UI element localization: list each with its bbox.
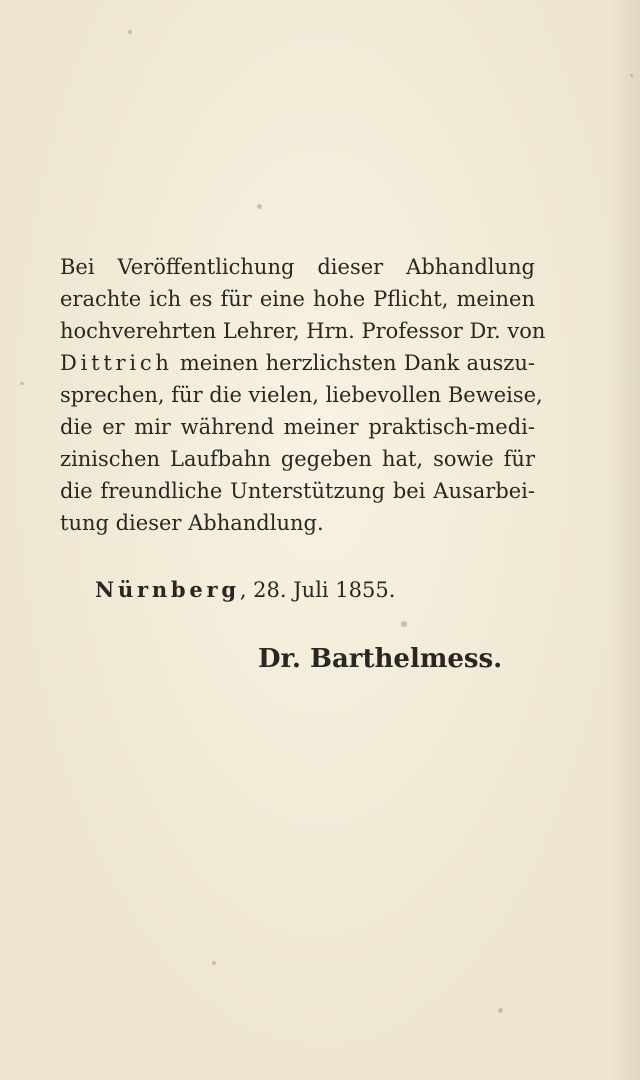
paper-speck	[212, 961, 216, 965]
dateline-place: Nürnberg	[95, 577, 240, 602]
dedication-line: die er mir während meiner praktisch-medi-	[60, 415, 535, 439]
dedication-line: hochverehrten Lehrer, Hrn. Professor Dr. von	[60, 319, 546, 343]
teacher-name: Dittrich	[60, 351, 173, 375]
dedication-line	[60, 347, 535, 379]
signature: Dr. Barthelmess.	[258, 644, 503, 674]
dedication-line: tung dieser Abhandlung.	[60, 511, 324, 535]
dedication-line: die freundliche Unterstützung bei Ausarbei-	[60, 479, 535, 503]
dedication-line-rest: meinen herzlichsten Dank auszu-	[179, 351, 535, 375]
dedication-line: Bei Veröffentlichung dieser Abhandlung	[60, 255, 535, 279]
paper-speck	[257, 204, 262, 209]
dedication-line: zinischen Laufbahn gegeben hat, sowie für	[60, 447, 535, 471]
paper-speck	[401, 621, 407, 627]
paper-speck	[630, 74, 633, 77]
paper-speck	[20, 382, 24, 385]
dateline-date: , 28. Juli 1855.	[239, 578, 396, 602]
dedication-line: sprechen, für die vielen, liebevollen Beweise,	[60, 383, 543, 407]
paper-speck	[498, 1008, 503, 1013]
paper-speck	[128, 30, 132, 34]
dateline	[95, 574, 395, 606]
dedication-line: erachte ich es für eine hohe Pflicht, meinen	[60, 287, 535, 311]
dedication-paragraph	[60, 251, 546, 539]
